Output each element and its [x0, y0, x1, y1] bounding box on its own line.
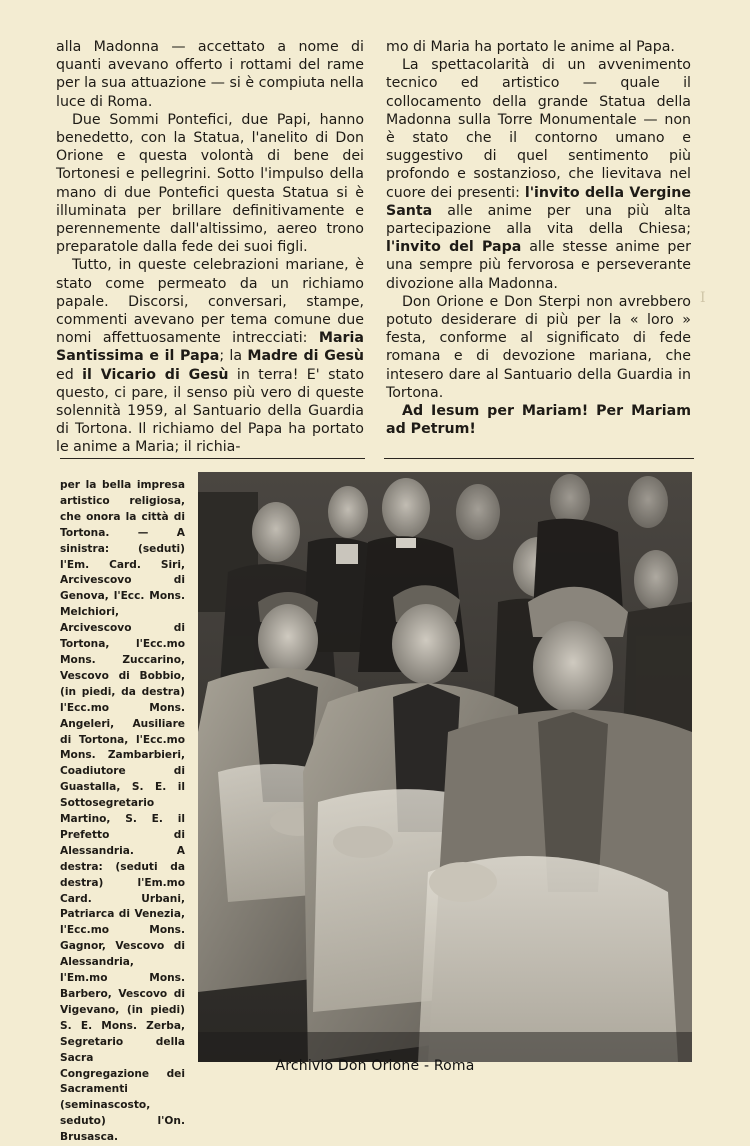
bold-text: Ad Iesum per Mariam! Per Mariam ad Petrum! — [386, 403, 691, 438]
text-run: La spettacolarità di un avvenimento tecnico ed artistico — quale il collocamento della grande Statua della Madonna sulla Torre Monumentale — non è stato che il contorno umano e suggestivo di quel sentimento più profondo e sostanzioso, che lievitava nel cuore dei presenti: — [386, 57, 691, 201]
bold-text: Madre di Gesù — [247, 348, 365, 365]
text-run: alle stesse anime per una sempre più fervorosa e perseverante divozione alla Madonna. — [386, 239, 691, 292]
paragraph — [386, 38, 691, 56]
text-run: alla Madonna — accettato a nome di quanti avevano offerto i rottami del rame per la sua attuazione — si è compiuta nella luce di Roma. — [56, 39, 364, 110]
text-run: alle anime per una più alta partecipazione alla vita della Chiesa; — [386, 202, 691, 238]
article-left-column — [56, 38, 364, 457]
bold-text: l'invito della Vergine Santa — [386, 184, 691, 219]
text-run: mo di Maria ha portato le anime al Papa. — [386, 39, 675, 55]
text-run: ; la — [219, 348, 248, 365]
show-through-mark: I — [700, 290, 706, 306]
article-right-column — [386, 38, 691, 438]
divider-left — [60, 458, 365, 459]
text-run: in terra! E' stato questo, ci pare, il senso più vero di queste solennità 1959, al Santuario della Guardia di Tortona. Il richiamo del Papa ha portato le anime a Maria; il richia- — [56, 366, 364, 456]
paragraph — [386, 402, 691, 438]
text-run: Don Orione e Don Sterpi non avrebbero potuto desiderare di più per la « loro » festa, conforme al significato di fede romana e di devozione mariana, che intesero dare al Santuario della Guardia in Tortona. — [386, 293, 691, 401]
paragraph — [56, 38, 364, 111]
paragraph — [56, 256, 364, 456]
photo-drawing — [198, 472, 692, 1062]
paragraph — [386, 56, 691, 293]
paragraph — [56, 111, 364, 257]
group-photograph — [198, 472, 692, 1062]
text-run: Tutto, in queste celebrazioni mariane, è stato come permeato da un richiamo papale. Discorsi, conversari, stampe, commenti avevano per tema comune due nomi affettuosamente intrecciati: — [56, 257, 364, 347]
bold-text: l'invito del Papa — [386, 239, 522, 256]
bold-text: Maria Santissima e il Papa — [56, 330, 364, 365]
divider-right — [384, 458, 694, 459]
bold-text: il Vicario di Gesù — [82, 366, 229, 383]
photo-caption: per la bella impresa artistico religiosa, che onora la città di Tortona. — A sinistra: (seduti) l'Em. Card. Siri, Arcivescovo di Genova, l'Ecc. Mons. Melchiori, Arcivescovo di Tortona, l'Ecc.mo Mons. Zuccarino, Vescovo di Bobbio, (in piedi, da destra) l'Ecc.mo Mons. Angeleri, Ausiliare di Tortona, l'Ecc.mo Mons. Zambarbieri, Coadiutore di Guastalla, S. E. il Sottosegretario Martino, S. E. il Prefetto di Alessandria. A destra: (seduti da destra) l'Em.mo Card. Urbani, Patriarca di Venezia, l'Ecc.mo Mons. Gagnor, Vescovo di Alessandria, l'Em.mo Mons. Barbero, Vescovo di Vigevano, (in piedi) S. E. Mons. Zerba, Segretario della Sacra Congregazione dei Sacramenti (seminascosto, seduto) l'On. Brusasca. — [60, 479, 185, 1144]
text-run: Due Sommi Pontefici, due Papi, hanno benedetto, con la Statua, l'anelito di Don Orione e questa volontà di bene dei Tortonesi e pellegrini. Sotto l'impulso della mano di due Pontefici questa Statua si è illuminata per brillare definitivamente e perennemente dall'altissimo, aereo trono preparatole dalla fede dei suoi figli. — [56, 111, 364, 256]
archive-watermark: Archivio Don Orione - Roma — [275, 1058, 475, 1074]
text-run: ed — [56, 366, 83, 383]
paragraph — [386, 293, 691, 402]
